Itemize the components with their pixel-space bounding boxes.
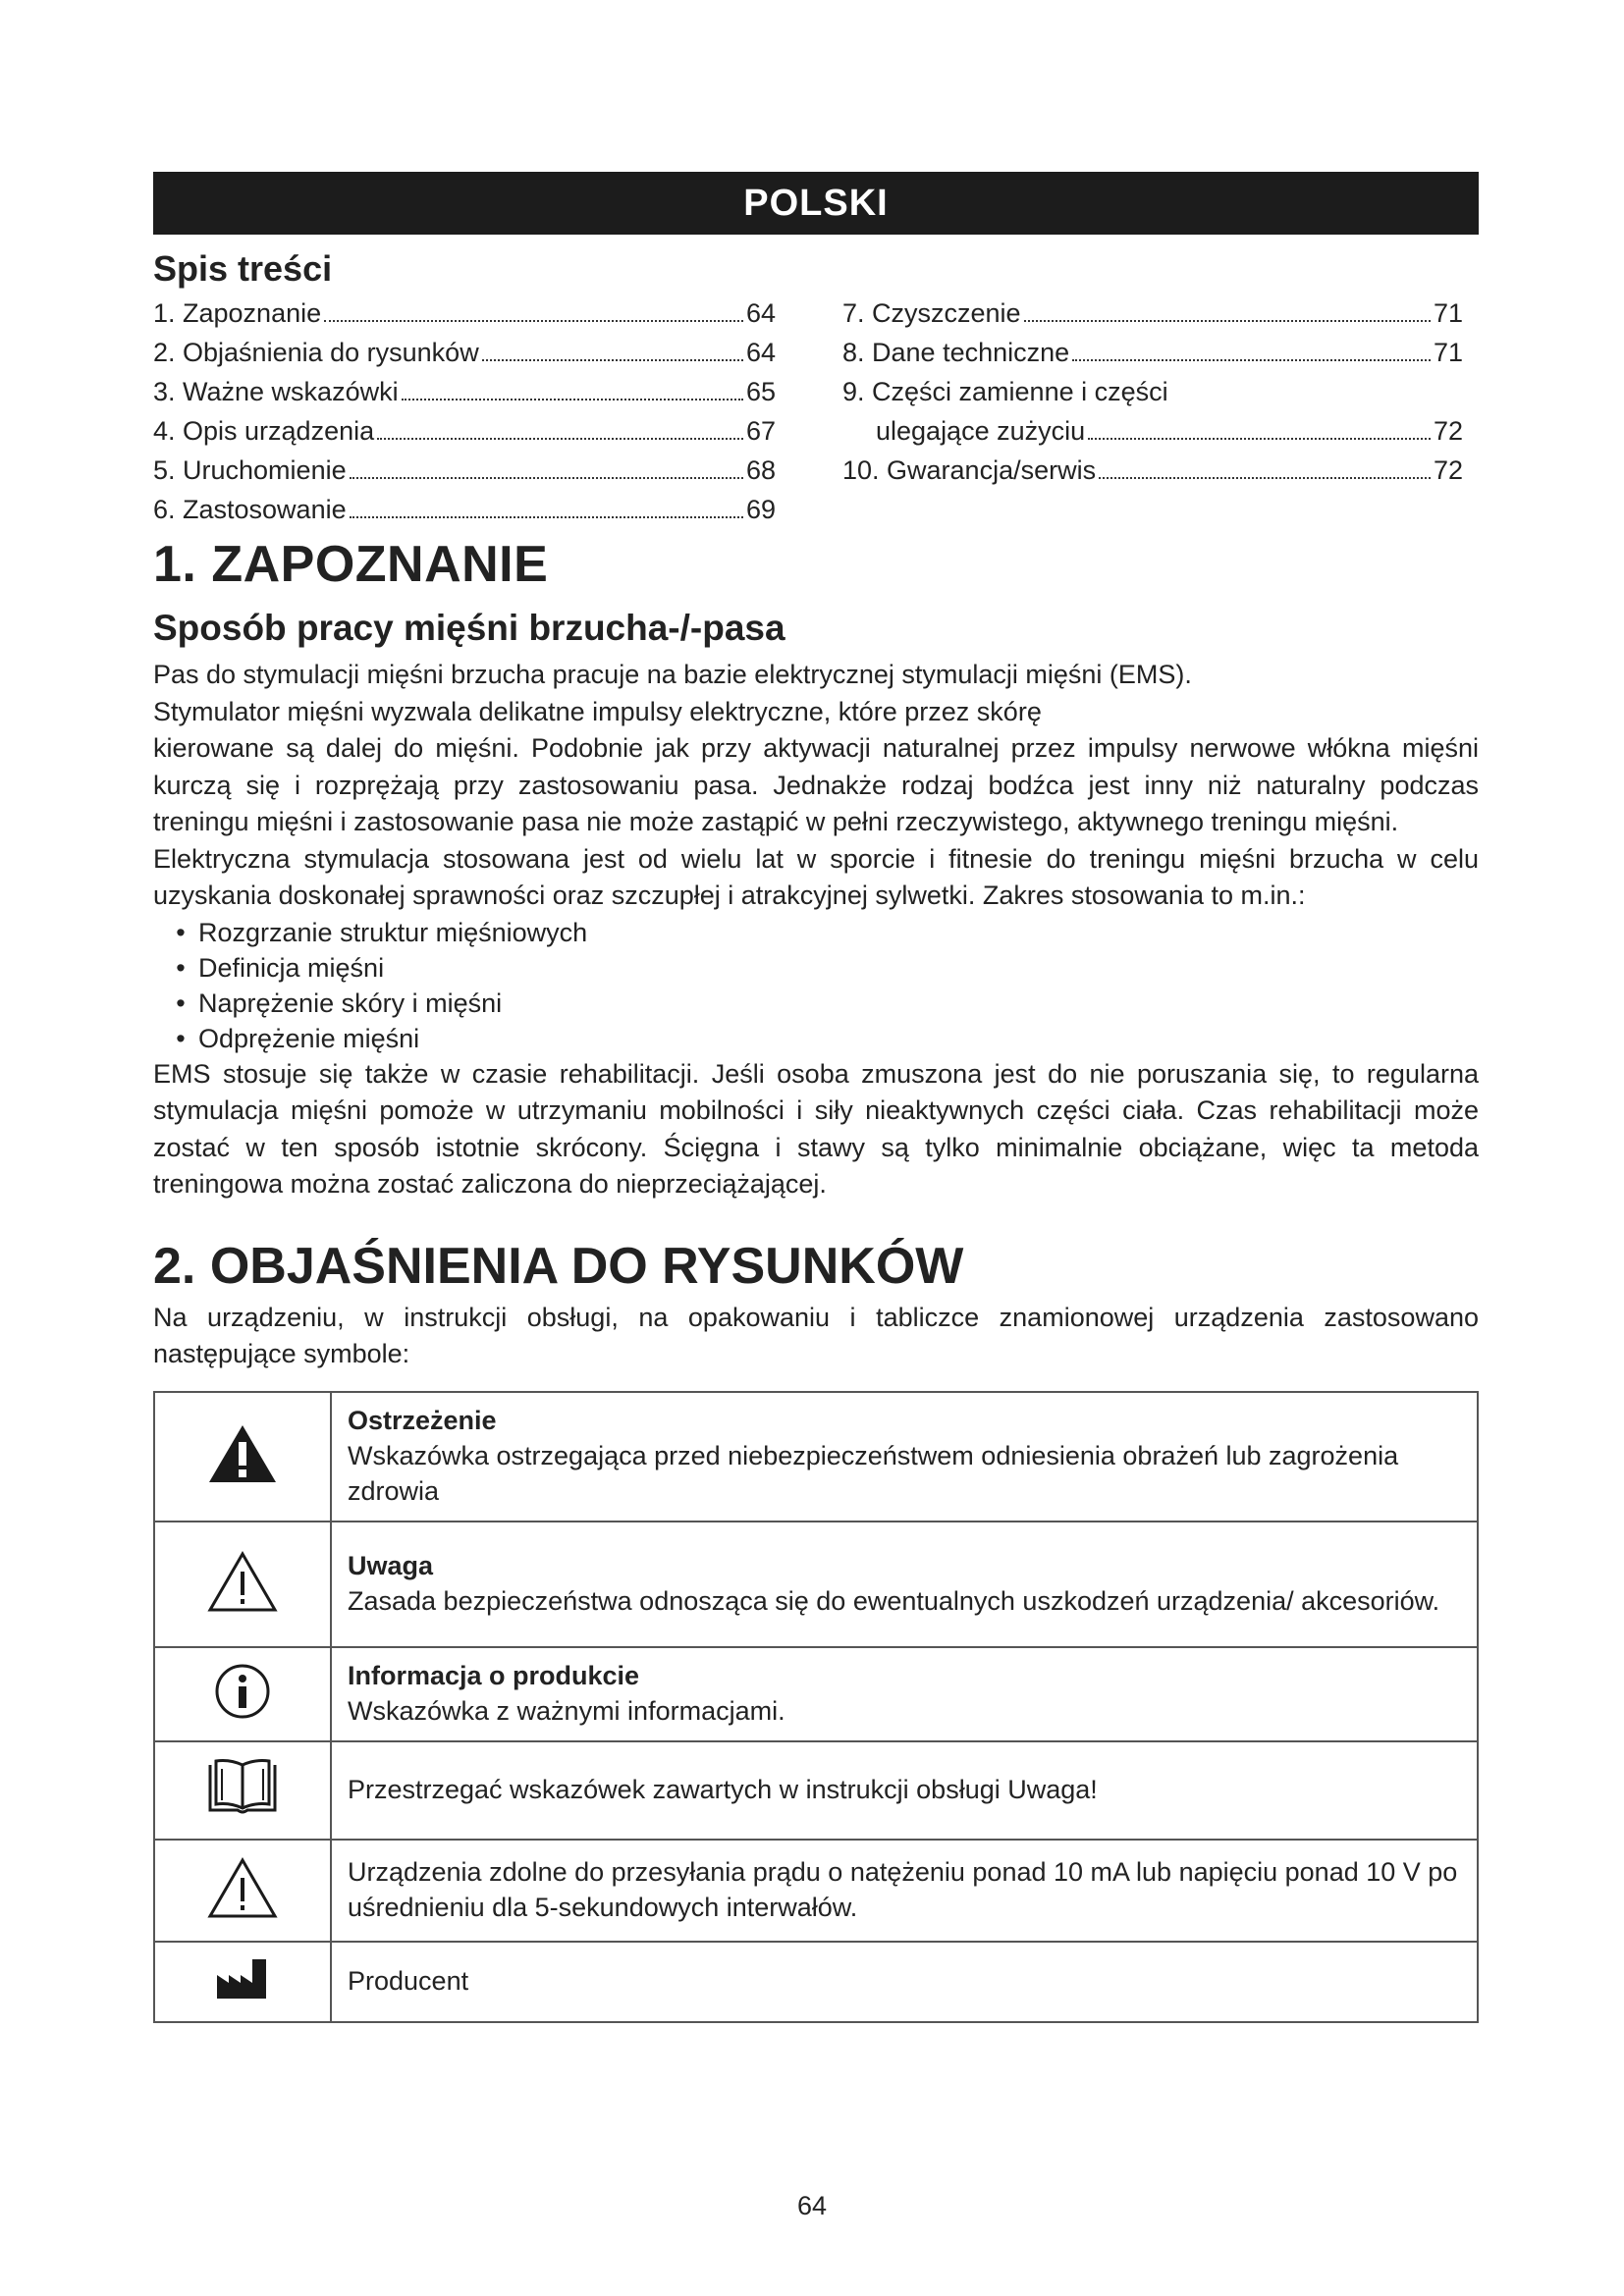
- toc-entry[interactable]: 9. Części zamienne i części: [842, 377, 1168, 406]
- paragraph: Pas do stymulacji mięśni brzucha pracuje na bazie elektrycznej stymulacji mięśni (EMS).: [153, 660, 1192, 689]
- symbol-text: Przestrzegać wskazówek zawartych w instrukcji obsługi Uwaga!: [348, 1774, 1098, 1804]
- bullet-icon: •: [176, 988, 186, 1018]
- info-icon: [213, 1662, 272, 1721]
- paragraph: Na urządzeniu, w instrukcji obsługi, na opakowaniu i tabliczce znamionowej urządzenia zastosowano następujące symbole:: [153, 1302, 1479, 1368]
- toc-entry[interactable]: 1. Zapoznanie 64: [153, 298, 776, 328]
- section-heading-introduction: 1. ZAPOZNANIE: [153, 536, 549, 593]
- toc-left-column: [153, 294, 776, 529]
- warning-filled-icon: [207, 1422, 278, 1485]
- table-row: [154, 1741, 1478, 1840]
- table-of-contents: [153, 294, 1479, 529]
- symbol-description: [331, 1840, 1478, 1942]
- table-row: [154, 1840, 1478, 1942]
- symbol-description: [331, 1647, 1478, 1741]
- toc-entry[interactable]: 2. Objaśnienia do rysunków 64: [153, 338, 776, 367]
- paragraph: Elektryczna stymulacja stosowana jest od wielu lat w sporcie i fitnesie do treningu mięśni brzucha w celu uzyskania doskonałej sprawności oraz szczupłej i atrakcyjnej sylwetki. Zakres stosowania to m.in.:: [153, 843, 1479, 910]
- page-number: 64: [796, 2191, 828, 2220]
- symbol-description: [331, 1942, 1478, 2022]
- symbol-description: [331, 1392, 1478, 1522]
- symbol-title: Ostrzeżenie: [348, 1405, 497, 1435]
- manufacturer-icon: [215, 1957, 270, 2001]
- toc-entry[interactable]: 6. Zastosowanie 69: [153, 495, 776, 524]
- bullet-icon: •: [176, 917, 186, 947]
- toc-right-column: [842, 294, 1463, 529]
- toc-entry[interactable]: 7. Czyszczenie 71: [842, 298, 1463, 328]
- icon-cell: [154, 1741, 331, 1840]
- toc-title: Spis treści: [153, 248, 333, 289]
- caution-outline-icon: [207, 1550, 278, 1613]
- symbol-text: Wskazówka z ważnymi informacjami.: [348, 1695, 785, 1726]
- symbol-text: Zasada bezpieczeństwa odnosząca się do ewentualnych uszkodzeń urządzenia/ akcesoriów.: [348, 1585, 1440, 1616]
- symbols-table: [153, 1391, 1479, 2023]
- paragraph: kierowane są dalej do mięśni. Podobnie jak przy aktywacji naturalnej przez impulsy nerwowe włókna mięśni kurczą się i rozprężają przy zastosowaniu pasa. Jednakże rodzaj bodźca jest inny niż naturalny podczas treningu mięśni i zastosowanie pasa nie może zastąpić w pełni rzeczywistego, aktywnego treningu mięśni.: [153, 733, 1479, 836]
- symbol-description: [331, 1522, 1478, 1647]
- list-item: • Naprężenie skóry i mięśni: [171, 986, 1479, 1021]
- subsection-heading: Sposób pracy mięśni brzucha-/-pasa: [153, 608, 785, 648]
- paragraph: EMS stosuje się także w czasie rehabilitacji. Jeśli osoba zmuszona jest do nie poruszania się, to regularna stymulacja mięśni pomoże w utrzymaniu mobilności i siły nieaktywnych części ciała. Czas rehabilitacji może zostać w ten sposób istotnie skrócony. Ścięgna i stawy są tylko minimalnie obciążane, więc ta metoda treningowa można zostać zaliczona do nieprzeciążającej.: [153, 1058, 1479, 1199]
- manual-book-icon: [204, 1757, 281, 1818]
- bullet-icon: •: [176, 1023, 186, 1053]
- toc-entry[interactable]: 10. Gwarancja/serwis 72: [842, 455, 1463, 485]
- toc-entry[interactable]: 8. Dane techniczne 71: [842, 338, 1463, 367]
- list-item: • Rozgrzanie struktur mięśniowych: [171, 915, 1479, 950]
- symbol-text: Producent: [348, 1965, 469, 1996]
- section-heading-symbols: 2. OBJAŚNIENIA DO RYSUNKÓW: [153, 1237, 964, 1295]
- icon-cell: [154, 1840, 331, 1942]
- table-row: [154, 1392, 1478, 1522]
- toc-entry-continuation[interactable]: ulegające zużyciu 72: [876, 416, 1463, 446]
- bullet-icon: •: [176, 952, 186, 983]
- toc-entry[interactable]: 4. Opis urządzenia 67: [153, 416, 776, 446]
- icon-cell: [154, 1647, 331, 1741]
- table-row: [154, 1522, 1478, 1647]
- symbol-text: Wskazówka ostrzegająca przed niebezpieczeństwem odniesienia obrażeń lub zagrożenia zdrowia: [348, 1440, 1399, 1506]
- list-item: • Odprężenie mięśni: [171, 1021, 1479, 1056]
- caution-outline-icon: [207, 1856, 278, 1919]
- list-item: • Definicja mięśni: [171, 950, 1479, 986]
- icon-cell: [154, 1522, 331, 1647]
- table-row: [154, 1942, 1478, 2022]
- symbol-description: [331, 1741, 1478, 1840]
- icon-cell: [154, 1942, 331, 2022]
- toc-entry[interactable]: 3. Ważne wskazówki 65: [153, 377, 776, 406]
- paragraph: Stymulator mięśni wyzwala delikatne impulsy elektryczne, które przez skórę: [153, 696, 1042, 726]
- manual-page: [153, 172, 1479, 2023]
- symbol-title: Uwaga: [348, 1550, 434, 1580]
- toc-entry[interactable]: 5. Uruchomienie 68: [153, 455, 776, 485]
- symbol-text: Urządzenia zdolne do przesyłania prądu o natężeniu ponad 10 mA lub napięciu ponad 10 V po uśrednieniu dla 5-sekundowych interwałów.: [348, 1856, 1458, 1922]
- table-row: [154, 1647, 1478, 1741]
- language-banner: POLSKI: [153, 172, 1479, 235]
- symbol-title: Informacja o produkcie: [348, 1660, 640, 1690]
- bullet-list: [153, 915, 1479, 1056]
- icon-cell: [154, 1392, 331, 1522]
